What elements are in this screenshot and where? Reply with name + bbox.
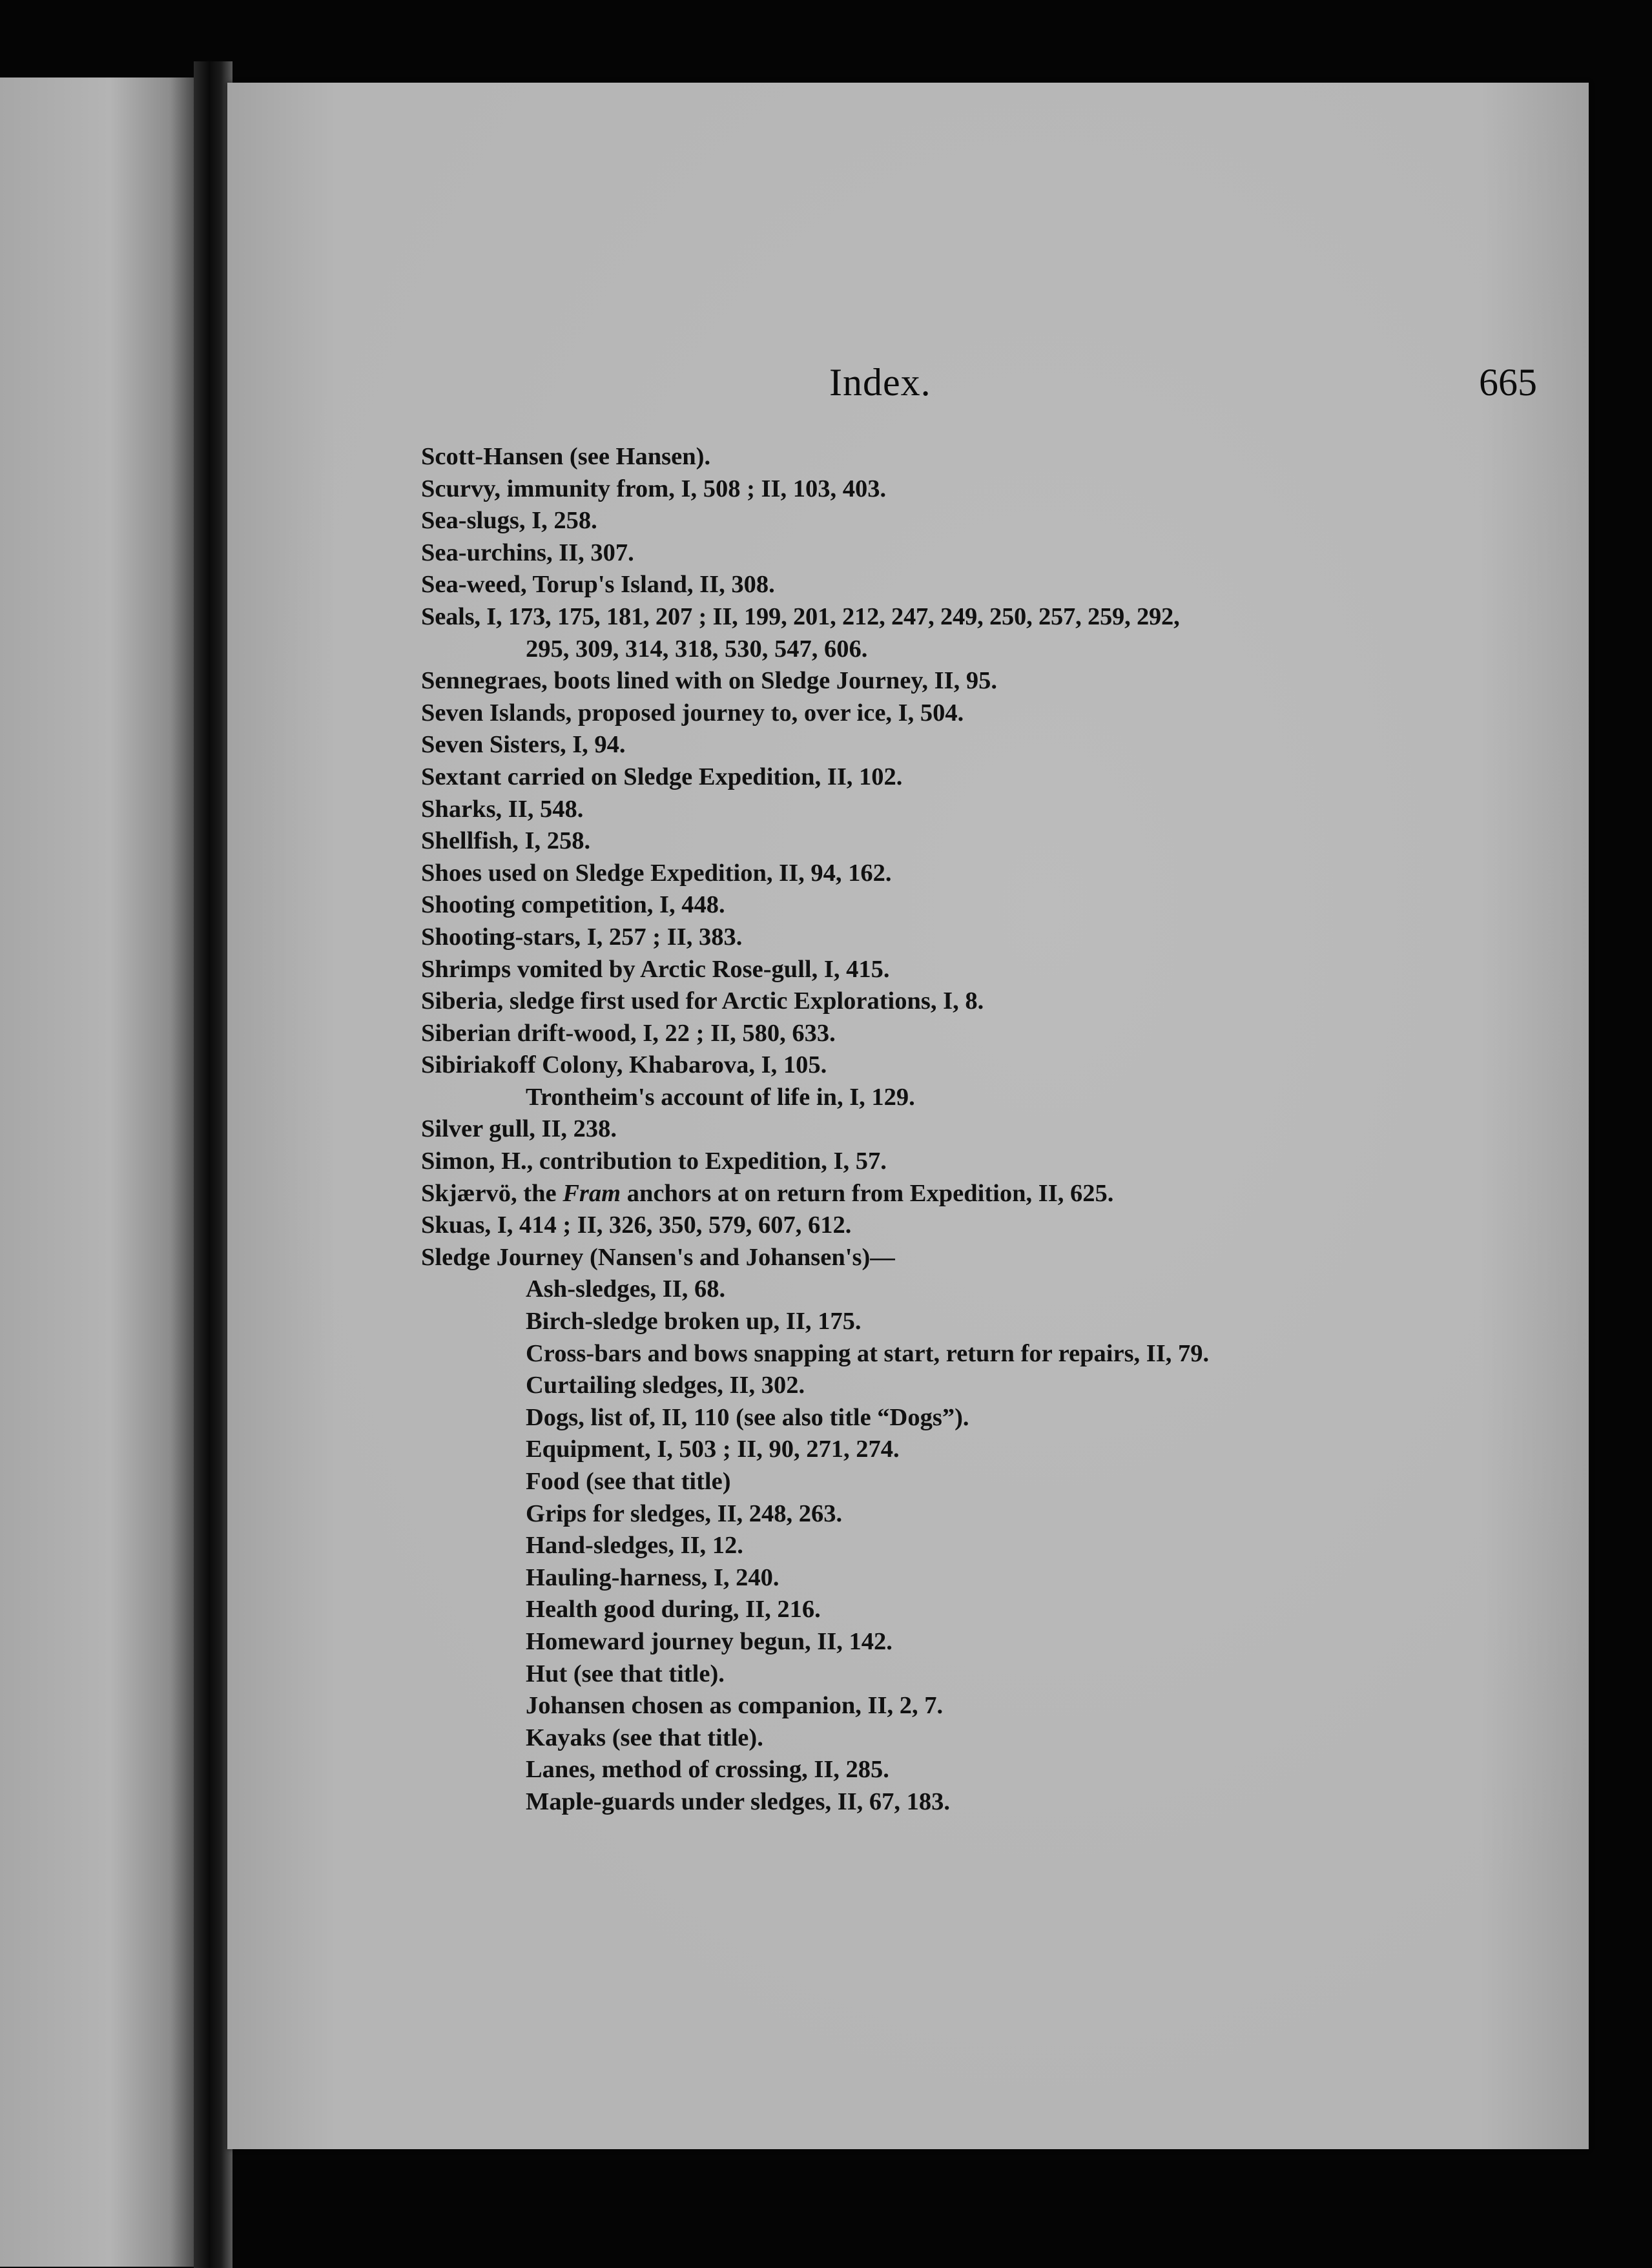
- index-entry: Shoes used on Sledge Expedition, II, 94, 162.: [421, 859, 892, 887]
- page-title: Index.: [829, 361, 931, 404]
- index-subentry: Dogs, list of, II, 110 (see also title “Dogs”).: [526, 1403, 969, 1431]
- index-subentry: Equipment, I, 503 ; II, 90, 271, 274.: [526, 1436, 900, 1463]
- index-subentry: Grips for sledges, II, 248, 263.: [526, 1500, 843, 1527]
- index-subentry: Curtailing sledges, II, 302.: [526, 1372, 805, 1399]
- index-entry: Skjærvö, the Fram anchors at on return from Expedition, II, 625.: [421, 1179, 1114, 1207]
- index-entry: Seven Islands, proposed journey to, over ice, I, 504.: [421, 699, 964, 727]
- index-entry: Scurvy, immunity from, I, 508 ; II, 103, 403.: [421, 475, 887, 502]
- index-subentry: Hauling-harness, I, 240.: [526, 1563, 780, 1591]
- index-subentry: Hand-sledges, II, 12.: [526, 1532, 743, 1560]
- index-entry: Seals, I, 173, 175, 181, 207 ; II, 199, 201, 212, 247, 249, 250, 257, 259, 292,: [421, 603, 1180, 630]
- index-entry: Scott-Hansen (see Hansen).: [421, 443, 711, 470]
- book-gutter: [194, 61, 232, 2268]
- index-entry-list: [421, 441, 1571, 1819]
- index-page: [227, 83, 1589, 2149]
- running-header: [227, 360, 1589, 418]
- page-number: 665: [1479, 361, 1537, 404]
- index-entry: Sledge Journey (Nansen's and Johansen's)—: [421, 1243, 895, 1271]
- index-entry: Sibiriakoff Colony, Khabarova, I, 105.: [421, 1051, 827, 1079]
- facing-page-edge: [0, 77, 200, 2267]
- index-subentry: Hut (see that title).: [526, 1660, 725, 1687]
- index-subentry: Trontheim's account of life in, I, 129.: [526, 1083, 915, 1111]
- index-entry: Shellfish, I, 258.: [421, 827, 591, 855]
- index-entry: Shrimps vomited by Arctic Rose-gull, I, 415.: [421, 955, 890, 983]
- index-subentry: Cross-bars and bows snapping at start, return for repairs, II, 79.: [526, 1339, 1210, 1367]
- ship-name: Fram: [563, 1179, 621, 1207]
- index-subentry: Homeward journey begun, II, 142.: [526, 1627, 893, 1655]
- index-entry: Siberia, sledge first used for Arctic Explorations, I, 8.: [421, 987, 984, 1015]
- index-entry: Skuas, I, 414 ; II, 326, 350, 579, 607, 612.: [421, 1211, 852, 1239]
- index-subentry: Health good during, II, 216.: [526, 1596, 821, 1624]
- index-entry: Sextant carried on Sledge Expedition, II, 102.: [421, 763, 903, 790]
- index-entry: Sennegraes, boots lined with on Sledge Journey, II, 95.: [421, 667, 998, 695]
- index-subentry: Johansen chosen as companion, II, 2, 7.: [526, 1692, 944, 1720]
- index-entry: Simon, H., contribution to Expedition, I, 57.: [421, 1148, 887, 1175]
- index-entry: Shooting competition, I, 448.: [421, 891, 725, 919]
- index-entry: Siberian drift-wood, I, 22 ; II, 580, 633.: [421, 1019, 836, 1047]
- index-entry: Shooting-stars, I, 257 ; II, 383.: [421, 923, 743, 951]
- index-entry: Sea-weed, Torup's Island, II, 308.: [421, 571, 775, 599]
- index-subentry: Birch-sledge broken up, II, 175.: [526, 1308, 862, 1335]
- index-entry: Silver gull, II, 238.: [421, 1115, 617, 1143]
- index-entry: Sea-urchins, II, 307.: [421, 539, 634, 566]
- index-entry: Sharks, II, 548.: [421, 795, 584, 823]
- index-entry: Seven Sisters, I, 94.: [421, 731, 626, 759]
- index-subentry: Lanes, method of crossing, II, 285.: [526, 1756, 889, 1784]
- index-subentry: Food (see that title): [526, 1468, 731, 1495]
- index-subentry: Kayaks (see that title).: [526, 1724, 763, 1751]
- index-entry: Sea-slugs, I, 258.: [421, 507, 597, 535]
- index-subentry: Ash-sledges, II, 68.: [526, 1275, 726, 1303]
- index-entry-continuation: 295, 309, 314, 318, 530, 547, 606.: [526, 635, 868, 663]
- index-subentry: Maple-guards under sledges, II, 67, 183.: [526, 1788, 951, 1815]
